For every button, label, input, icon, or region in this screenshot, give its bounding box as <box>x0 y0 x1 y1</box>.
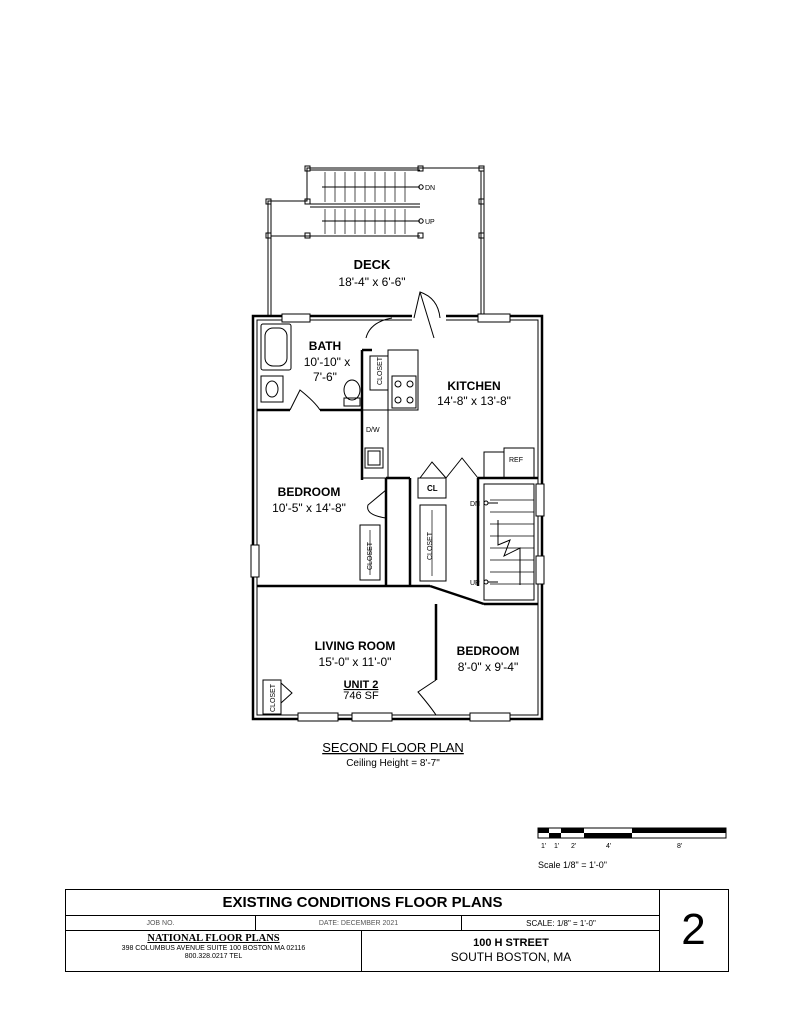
plan-title: SECOND FLOOR PLAN <box>322 740 464 755</box>
title-block-heading: EXISTING CONDITIONS FLOOR PLANS <box>66 890 660 916</box>
address-line-2: SOUTH BOSTON, MA <box>450 950 572 964</box>
drawing-date: DATE: DECEMBER 2021 <box>256 916 462 931</box>
deck-stairs <box>271 170 423 236</box>
scale-tick-2: 1' <box>554 843 560 850</box>
bath-size-line1: 10'-10" x <box>303 355 351 369</box>
dishwasher-label: D/W <box>366 427 380 434</box>
unit-label: UNIT 2 <box>343 679 379 691</box>
bedroom-2-label: BEDROOM <box>456 644 520 658</box>
title-block-info-row <box>66 916 660 931</box>
scale-caption: Scale 1/8" = 1'-0" <box>538 860 607 870</box>
firm-info <box>66 931 362 971</box>
firm-address: 398 COLUMBUS AVENUE SUITE 100 BOSTON MA 02116 <box>121 945 306 952</box>
living-closet-label: CLOSET <box>270 683 277 712</box>
deck-stair-up-label: UP <box>425 219 435 226</box>
stove <box>392 376 416 408</box>
kitchen-sink <box>365 448 383 468</box>
bathtub <box>261 324 291 370</box>
title-block-firm-row <box>66 931 660 971</box>
bath-label: BATH <box>308 339 342 353</box>
living-room-size: 15'-0" x 11'-0" <box>318 655 392 669</box>
interior-stairs <box>484 484 534 600</box>
scale-tick-5: 8' <box>677 843 683 850</box>
scale-bar <box>538 828 726 838</box>
property-address <box>362 931 660 971</box>
hall-closet-label: CLOSET <box>427 531 434 560</box>
scale-tick-1: 1' <box>541 843 547 850</box>
bedroom-closet-label: CLOSET <box>367 541 374 570</box>
bath-size-line2: 7'-6" <box>313 370 337 384</box>
stair-up-label: UP <box>470 580 480 587</box>
bedroom-2-size: 8'-0" x 9'-4" <box>457 660 519 674</box>
drawing-scale: SCALE: 1/8" = 1'-0" <box>526 919 596 928</box>
firm-phone: 800.328.0217 TEL <box>184 953 243 960</box>
ceiling-height: Ceiling Height = 8'-7" <box>346 758 440 769</box>
kitchen-size: 14'-8" x 13'-8" <box>437 394 511 408</box>
address-line-1: 100 H STREET <box>473 937 549 949</box>
deck-size: 18'-4" x 6'-6" <box>338 275 406 289</box>
bedroom-1-size: 10'-5" x 14'-8" <box>272 501 346 515</box>
firm-name: NATIONAL FLOOR PLANS <box>147 933 280 944</box>
bedroom-1-label: BEDROOM <box>277 485 341 499</box>
scale-tick-4: 4' <box>606 843 612 850</box>
refrigerator-label: REF <box>509 457 523 464</box>
unit-area: 746 SF <box>343 690 379 702</box>
deck-stair-dn-label: DN <box>425 185 436 192</box>
deck-label: DECK <box>353 257 391 272</box>
toilet <box>344 380 360 406</box>
living-room-label: LIVING ROOM <box>314 639 396 653</box>
cl-closet-label: CL <box>427 484 438 493</box>
title-block <box>65 889 729 972</box>
job-number: JOB NO. <box>66 916 256 931</box>
bath-closet-label: CLOSET <box>377 356 384 385</box>
bath-sink <box>261 376 283 402</box>
stair-dn-label: DN <box>470 501 481 508</box>
scale-tick-3: 2' <box>571 843 577 850</box>
kitchen-label: KITCHEN <box>447 379 501 393</box>
sheet-number: 2 <box>681 905 706 954</box>
